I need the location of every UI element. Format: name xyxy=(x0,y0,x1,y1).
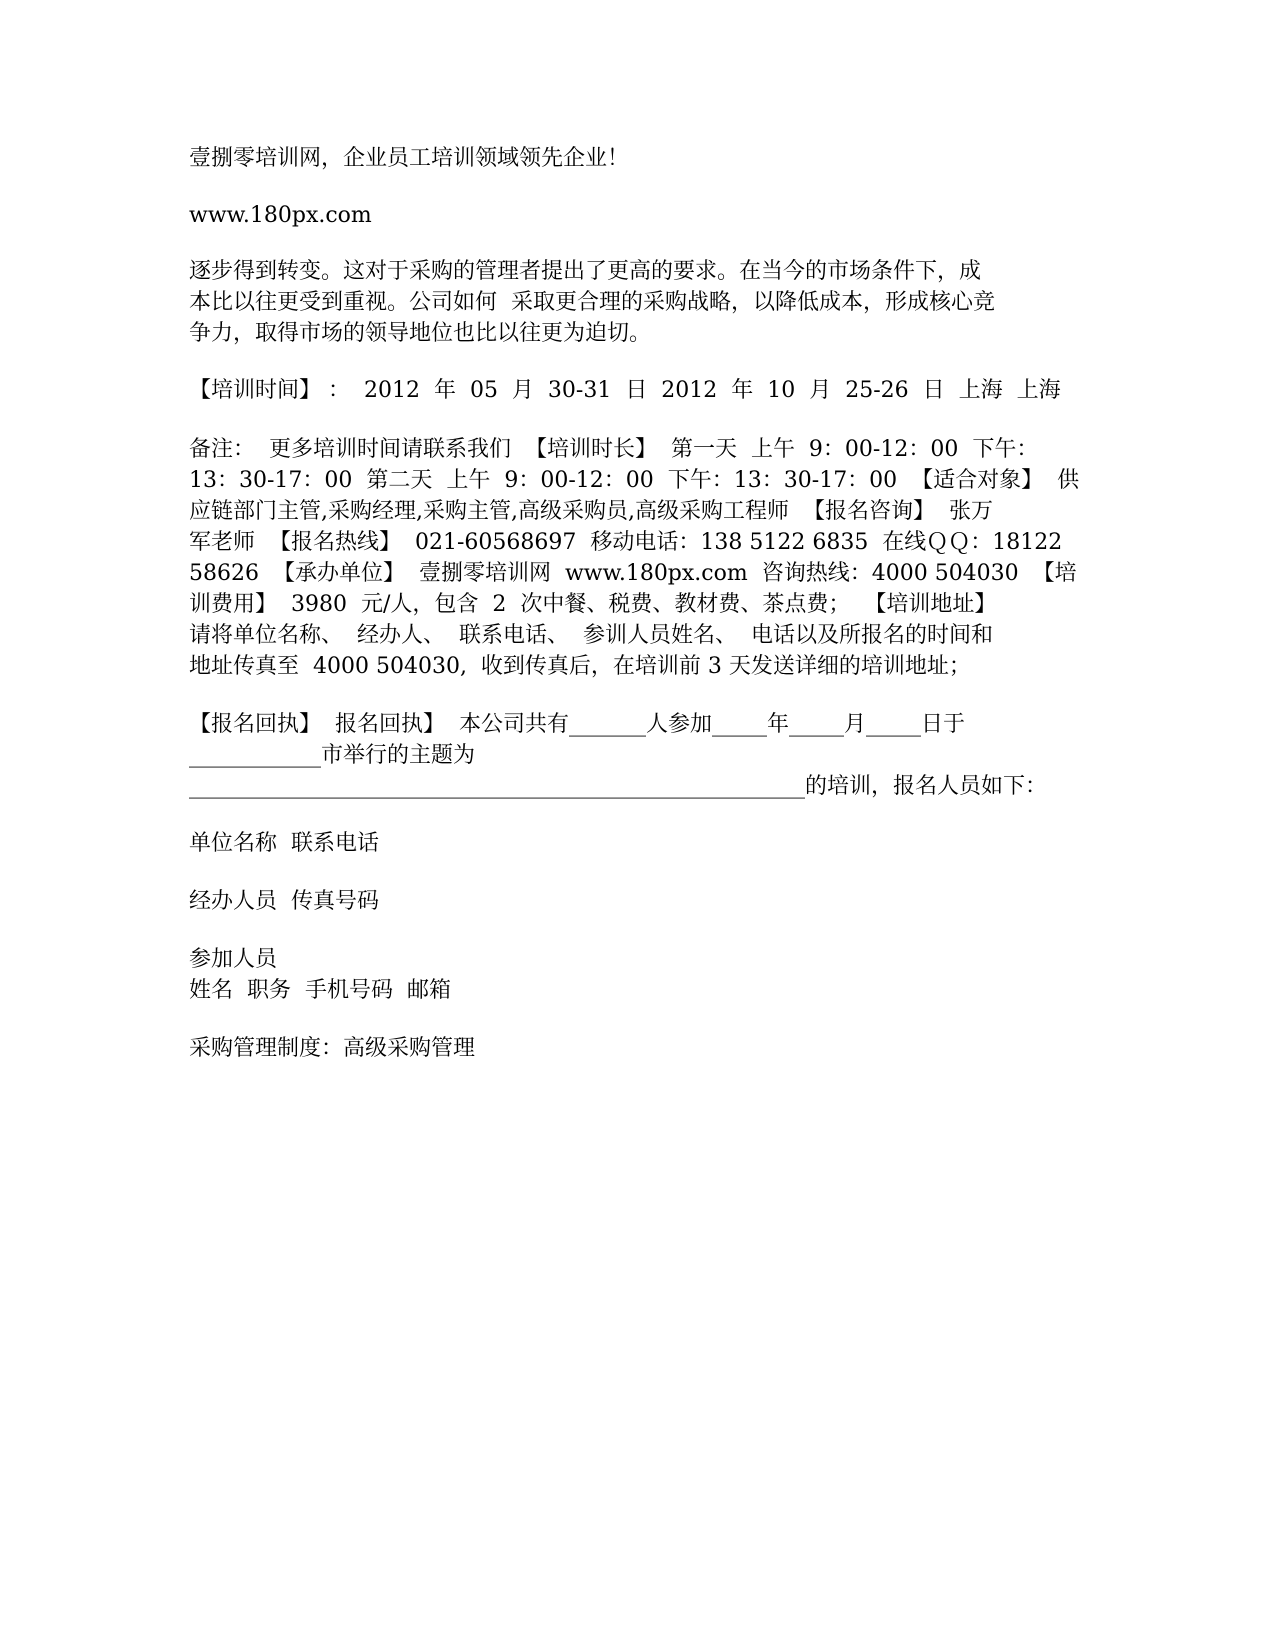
notes-line-1: 备注： 更多培训时间请联系我们 【培训时长】 第一天 上午 9：00-12：00 下午： xyxy=(189,437,1039,462)
unit-row: 单位名称 联系电话 xyxy=(189,831,379,856)
footer-title: 采购管理制度：高级采购管理 xyxy=(189,1036,476,1061)
website-text: www.180px.com xyxy=(189,203,372,228)
receipt-line-1: 【报名回执】 报名回执】 本公司共有_______人参加_____年_____月_____日于 xyxy=(189,712,965,737)
participants-label: 参加人员 xyxy=(189,947,278,972)
notes-line-2: 13：30-17：00 第二天 上午 9：00-12：00 下午：13：30-17：00 【适合对象】 供 xyxy=(189,468,1080,493)
notes-line-7: 请将单位名称、 经办人、 联系电话、 参训人员姓名、 电话以及所报名的时间和 xyxy=(189,623,993,648)
receipt-line-2: ____________市举行的主题为 xyxy=(189,743,476,768)
intro-line-2: 本比以往更受到重视。公司如何 采取更合理的采购战略，以降低成本，形成核心竞 xyxy=(189,290,995,315)
training-time-line: 【培训时间】 ： 2012 年 05 月 30-31 日 2012 年 10 月 25-26 日 上海 上海 xyxy=(189,378,1061,403)
notes-line-5: 58626 【承办单位】 壹捌零培训网 www.180px.com 咨询热线：4000 504030 【培 xyxy=(189,561,1077,586)
tagline: 壹捌零培训网，企业员工培训领域领先企业！ xyxy=(189,146,630,171)
notes-line-8: 地址传真至 4000 504030, 收到传真后，在培训前 3 天发送详细的培训地址； xyxy=(189,654,971,679)
receipt-line-3: ________________________________________________________的培训，报名人员如下： xyxy=(189,774,1048,799)
intro-line-1: 逐步得到转变。这对于采购的管理者提出了更高的要求。在当今的市场条件下，成 xyxy=(189,259,982,284)
participants-columns: 姓名 职务 手机号码 邮箱 xyxy=(189,978,451,1003)
notes-line-3: 应链部门主管,采购经理,采购主管,高级采购员,高级采购工程师 【报名咨询】 张万 xyxy=(189,499,993,524)
notes-line-6: 训费用】 3980 元/人，包含 2 次中餐、税费、教材费、茶点费； 【培训地址】 xyxy=(189,592,997,617)
notes-line-4: 军老师 【报名热线】 021-60568697 移动电话：138 5122 6835 在线ＱＱ：18122 xyxy=(189,530,1063,555)
agent-row: 经办人员 传真号码 xyxy=(189,889,379,914)
intro-line-3: 争力，取得市场的领导地位也比以往更为迫切。 xyxy=(189,321,652,346)
